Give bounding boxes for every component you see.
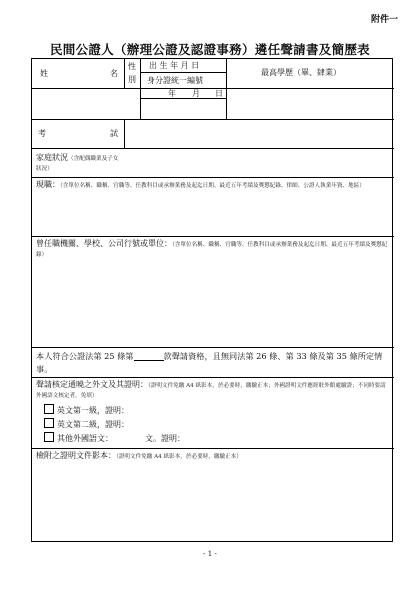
family-label-note: （含配偶職業及子女狀況） [36, 156, 119, 172]
row-divider [32, 88, 394, 89]
current-job-label: 現職： [36, 180, 60, 189]
exam-label-b: 試 [110, 129, 118, 138]
attachment-label: 附件一 [370, 15, 398, 25]
attachments-label: 檢附之證明文件影本： [36, 451, 116, 460]
option-label: 其他外國語文： [57, 434, 113, 443]
current-job-section [36, 180, 388, 190]
language-option-3[interactable] [44, 432, 185, 444]
name-label-b: 名 [110, 69, 118, 78]
past-job-note: （含單位名稱、職稱、官職等、任教科目或承辦業務及起迄日期、最近五年考績及獎懲紀錄） [36, 242, 388, 258]
id-number-label: 身分證統一編號 [147, 76, 203, 85]
checkbox[interactable] [44, 432, 54, 442]
attachments-section [36, 451, 390, 461]
page-title: 民間公證人（辦理公證及認證事務）遴任聲請書及簡歷表 [49, 42, 370, 57]
row-divider [32, 236, 394, 237]
birth-date-label: 出 生 年 月 日 [149, 61, 200, 70]
gender-label-a: 性 [128, 62, 136, 71]
option-label: 英文第二級，證明： [57, 420, 129, 429]
checkbox[interactable] [44, 418, 54, 428]
attachments-note: （證明文件免繳 A4 紙影本，於必要時，繳驗正本） [116, 454, 242, 460]
exam-label-a: 考 [38, 129, 46, 138]
row-divider [140, 98, 226, 99]
row-divider [32, 448, 394, 449]
article-blank-field[interactable] [134, 351, 164, 361]
page-number: - 1 - [203, 550, 217, 558]
eligibility-statement [36, 350, 390, 376]
row-divider [32, 347, 394, 348]
past-job-label: 曾任職機關、學校、公司行號或單位： [36, 239, 172, 248]
statement-part2: 款聲請資格，且無同法第 26 條、第 33 條及第 35 條所定情事。 [36, 351, 383, 374]
language-note: （證明文件免繳 A4 紙影本，於必要時，繳驗正本；外國證明文件應經駐外館處驗證；不同時要請外國語文核定者，免填） [36, 383, 386, 399]
name-label-a: 姓 [40, 69, 48, 78]
row-divider [32, 377, 394, 378]
statement-part1: 本人符合公證法第 25 條第 [36, 351, 134, 361]
col-divider [226, 59, 227, 119]
application-form [31, 58, 393, 542]
language-option-2[interactable] [44, 418, 129, 430]
checkbox[interactable] [44, 404, 54, 414]
col-divider [124, 119, 125, 148]
col-divider [124, 59, 125, 88]
language-option-1[interactable] [44, 404, 129, 416]
past-job-section [36, 239, 388, 259]
date-year: 年 [168, 89, 176, 98]
row-divider [32, 177, 394, 178]
gender-label-b: 別 [128, 75, 136, 84]
col-divider [140, 59, 141, 119]
option-suffix: 文。證明： [145, 434, 185, 443]
row-divider [32, 119, 394, 120]
family-label-text: 家庭狀況 [36, 153, 68, 162]
row-divider [140, 72, 226, 73]
current-job-note: （含單位名稱、職稱、官職等、任教科目或承辦業務及起迄日期、最近五年考績及獎懲紀錄、律師、公證人執業年資、地區） [60, 183, 365, 189]
option-label: 英文第一級，證明： [57, 406, 129, 415]
education-label: 最高學歷（畢、肄業） [261, 68, 341, 77]
row-divider [32, 148, 394, 149]
language-label: 聲請核定通曉之外文及其證明： [36, 380, 148, 389]
language-section [36, 380, 390, 400]
family-status-label [36, 153, 122, 173]
date-month: 月 [192, 89, 200, 98]
date-day: 日 [215, 89, 223, 98]
